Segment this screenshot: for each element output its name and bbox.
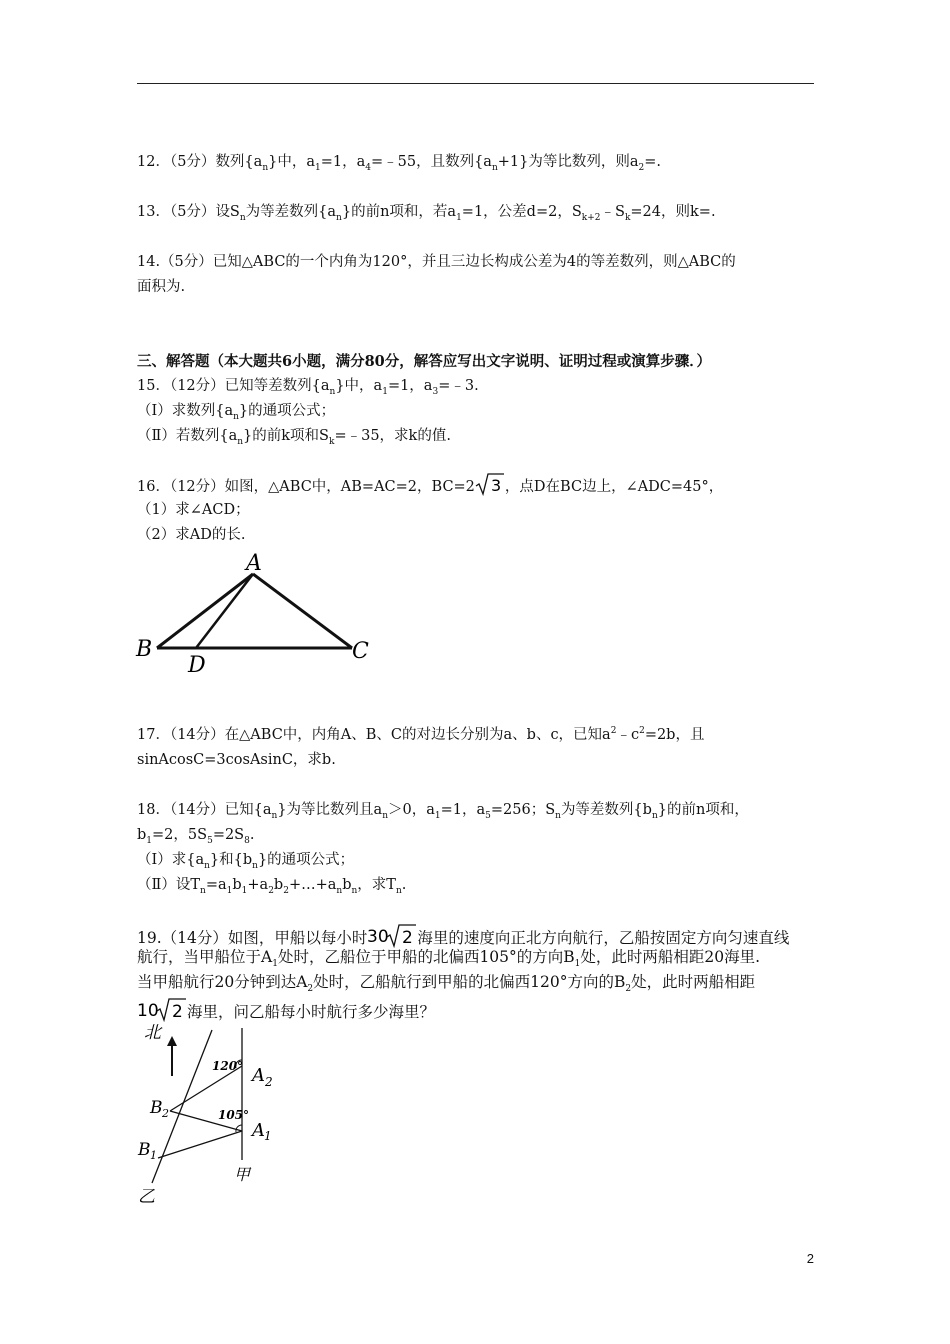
question-19-line4: 10 2 海里，问乙船每小时航行多少海里？ — [137, 996, 435, 1022]
svg-text:甲: 甲 — [234, 1165, 251, 1184]
question-19-line2: 航行，当甲船位于$A_1$处时，乙船位于甲船的北偏西105°的方向$B_1$处，此时两船相距20海里. — [137, 948, 761, 970]
sqrt-3 — [475, 472, 505, 497]
question-19-line3: 当甲船航行20分钟到达$A_2$处时，乙船航行到甲船的北偏西120°方向的$B_2$处，此时两船相距 — [137, 973, 756, 995]
section-3-heading: 三、解答题（本大题共6小题，满分80分，解答应写出文字说明、证明过程或演算步骤．） — [137, 353, 712, 370]
question-18-part1: （Ⅰ）求$\{a_n\}$和$\{b_n\}$的通项公式； — [137, 852, 355, 871]
north-arrow-icon — [167, 1036, 177, 1046]
ship-figure — [130, 1018, 290, 1208]
page-number: 2 — [806, 1251, 814, 1266]
question-16-part2: （2）求AD的长. — [137, 527, 246, 543]
question-15: 15．（12分）已知等差数列$\{a_n\}$中，$a_1=1$，$a_3=﹣3$. — [137, 378, 479, 397]
header-rule — [137, 83, 814, 84]
label-A: A — [246, 552, 262, 576]
question-17-line2: sinAcosC=3cosAsinC，求b. — [137, 752, 336, 768]
question-16: 16．（12分）如图，△ABC中，AB=AC=2，BC=2 3 ，点D在BC边上，∠ADC=45°， — [137, 472, 723, 497]
svg-text:2: 2 — [162, 1107, 169, 1120]
question-15-part1: （Ⅰ）求数列$\{a_n\}$的通项公式； — [137, 403, 336, 422]
question-18-part2: （Ⅱ）设$T_n=a_1b_1+a_2b_2+\dots+a_nb_n$，求$T_n$. — [137, 877, 407, 896]
question-19: 19.（14分）如图，甲船以每小时 30 2 海里的速度向正北方向航行，乙船按固定方向匀速直线 — [137, 922, 789, 948]
label-C: C — [352, 639, 369, 664]
label-B: B — [136, 637, 153, 662]
svg-text:北: 北 — [144, 1023, 161, 1043]
svg-text:2: 2 — [265, 1075, 273, 1089]
question-16-part1: （1）求∠ACD； — [137, 502, 250, 518]
question-15-part2: （Ⅱ）若数列$\{a_n\}$的前k项和$S_k=﹣35$，求k的值. — [137, 428, 451, 447]
svg-text:105°: 105° — [218, 1108, 250, 1122]
svg-text:10: 10 — [137, 1001, 159, 1021]
question-14-line2: 面积为. — [137, 279, 186, 295]
question-18-line2: $b_1=2$，$5S_5=2S_8$. — [137, 827, 255, 846]
svg-text:A: A — [252, 1065, 265, 1086]
svg-text:1: 1 — [150, 1149, 157, 1162]
svg-text:3: 3 — [490, 476, 502, 495]
question-12: 12．（5分）数列$\{a_n\}$中，$a_1=1$，$a_4=﹣55$，且数列$\{a_n+1\}$为等比数列，则$a_2=$. — [137, 154, 662, 173]
question-18: 18．（14分）已知$\{a_n\}$为等比数列且$a_n>0$，$a_1=1$，$a_5=256$；$S_n$为等差数列$\{b_n\}$的前n项和， — [137, 802, 749, 821]
svg-text:1: 1 — [264, 1129, 272, 1143]
svg-text:2: 2 — [172, 1002, 183, 1022]
svg-text:B: B — [138, 1140, 151, 1160]
svg-text:30: 30 — [367, 927, 390, 947]
svg-text:2: 2 — [402, 928, 414, 948]
question-17: 17．（14分）在△ABC中，内角A、B、C的对边长分别为a、b、c，已知$a^2﹣c^2=2b$，且 — [137, 726, 705, 743]
label-D: D — [188, 653, 206, 678]
svg-text:乙: 乙 — [138, 1187, 155, 1207]
triangle-figure — [130, 552, 380, 682]
sqrt-2-speed — [367, 922, 417, 948]
svg-text:120°: 120° — [212, 1059, 244, 1073]
question-13: 13．（5分）设$S_n$为等差数列$\{a_n\}$的前n项和，若$a_1=1$，公差d=2，$S_{k+2}﹣S_k=24$，则k=. — [137, 204, 716, 223]
svg-text:A: A — [252, 1120, 265, 1141]
question-14: 14.（5分）已知△ABC的一个内角为120°，并且三边长构成公差为4的等差数列，则△ABC的 — [137, 254, 736, 270]
svg-text:B: B — [150, 1098, 163, 1118]
